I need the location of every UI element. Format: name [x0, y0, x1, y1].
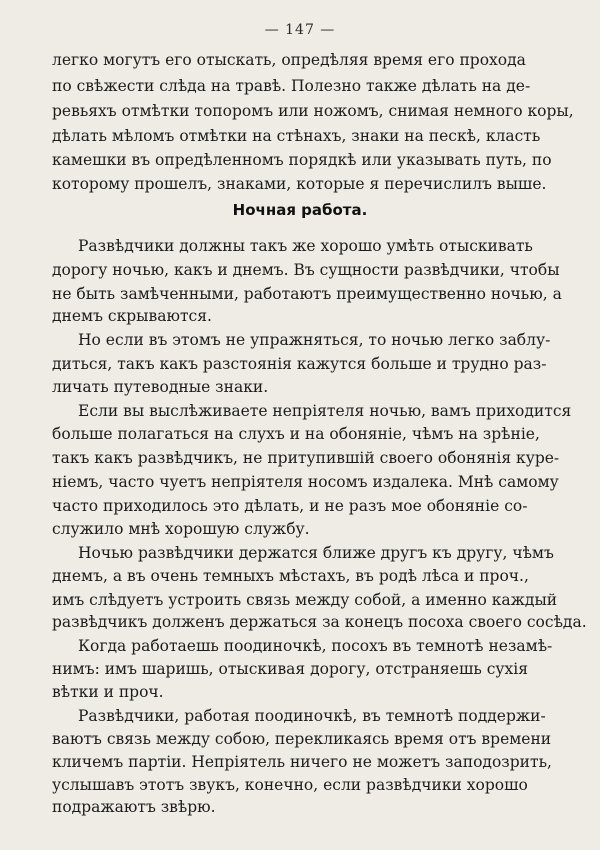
text-line: услышавъ этотъ звукъ, конечно, если развѣдчики хорошо: [52, 776, 528, 794]
text-line: Развѣдчики должны такъ же хорошо умѣть отыскивать: [78, 237, 533, 255]
text-line: личать путеводные знаки.: [52, 378, 269, 396]
text-line: которому прошелъ, знаками, которые я перечислилъ выше.: [52, 175, 547, 193]
text-line: Но если въ этомъ не упражняться, то ночью легко заблу-: [78, 331, 551, 349]
text-line: дѣлать мѣломъ отмѣтки на стѣнахъ, знаки на пескѣ, класть: [52, 127, 541, 145]
text-line: камешки въ опредѣленномъ порядкѣ или указывать путь, по: [52, 151, 552, 169]
text-line: подражаютъ звѣрю.: [52, 798, 216, 816]
text-line: вѣтки и проч.: [52, 683, 164, 701]
text-line: не быть замѣченными, работаютъ преимущественно ночью, а: [52, 285, 562, 303]
text-line: по свѣжести слѣда на травѣ. Полезно также дѣлать на де-: [52, 77, 531, 95]
text-line: легко могутъ его отыскать, опредѣляя время его прохода: [52, 51, 526, 69]
text-line: днемъ, а въ очень темныхъ мѣстахъ, въ родѣ лѣса и проч.,: [52, 567, 529, 585]
section-heading: Ночная работа.: [232, 201, 368, 219]
text-line: ніемъ, часто чуетъ непріятеля носомъ издалека. Мнѣ самому: [52, 473, 559, 491]
text-line: больше полагаться на слухъ и на обоняніе, чѣмъ на зрѣніе,: [52, 425, 540, 443]
text-line: кличемъ партіи. Непріятель ничего не можетъ заподозрить,: [52, 753, 552, 771]
text-line: Когда работаешь поодиночкѣ, посохъ въ темнотѣ незамѣ-: [78, 637, 553, 655]
text-line: имъ слѣдуетъ устроить связь между собой, а именно каждый: [52, 591, 558, 609]
text-line: часто приходилось это дѣлать, и не разъ мое обоняніе со-: [52, 497, 528, 515]
text-line: развѣдчикъ долженъ держаться за конецъ посоха своего сосѣда.: [52, 613, 587, 631]
text-line: Если вы выслѣживаете непріятеля ночью, вамъ приходится: [78, 402, 572, 420]
page-number: — 147 —: [264, 22, 336, 38]
text-line: ревьяхъ отмѣтки топоромъ или ножомъ, снимая немного коры,: [52, 102, 574, 120]
text-line: нимъ: имъ шаришь, отыскивая дорогу, отстраняешь сухія: [52, 660, 529, 678]
text-line: такъ какъ развѣдчикъ, не притупившій своего обонянія куре-: [52, 449, 560, 467]
text-line: Развѣдчики, работая поодиночкѣ, въ темнотѣ поддержи-: [78, 707, 546, 725]
text-line: диться, такъ какъ разстоянія кажутся больше и трудно раз-: [52, 355, 547, 373]
text-line: днемъ скрываются.: [52, 307, 212, 325]
text-line: Ночью развѣдчики держатся ближе другъ къ другу, чѣмъ: [78, 544, 554, 562]
text-line: дорогу ночью, какъ и днемъ. Въ сущности развѣдчики, чтобы: [52, 261, 560, 279]
text-line: ваютъ связь между собою, перекликаясь время отъ времени: [52, 730, 552, 748]
text-line: служило мнѣ хорошую службу.: [52, 520, 310, 538]
